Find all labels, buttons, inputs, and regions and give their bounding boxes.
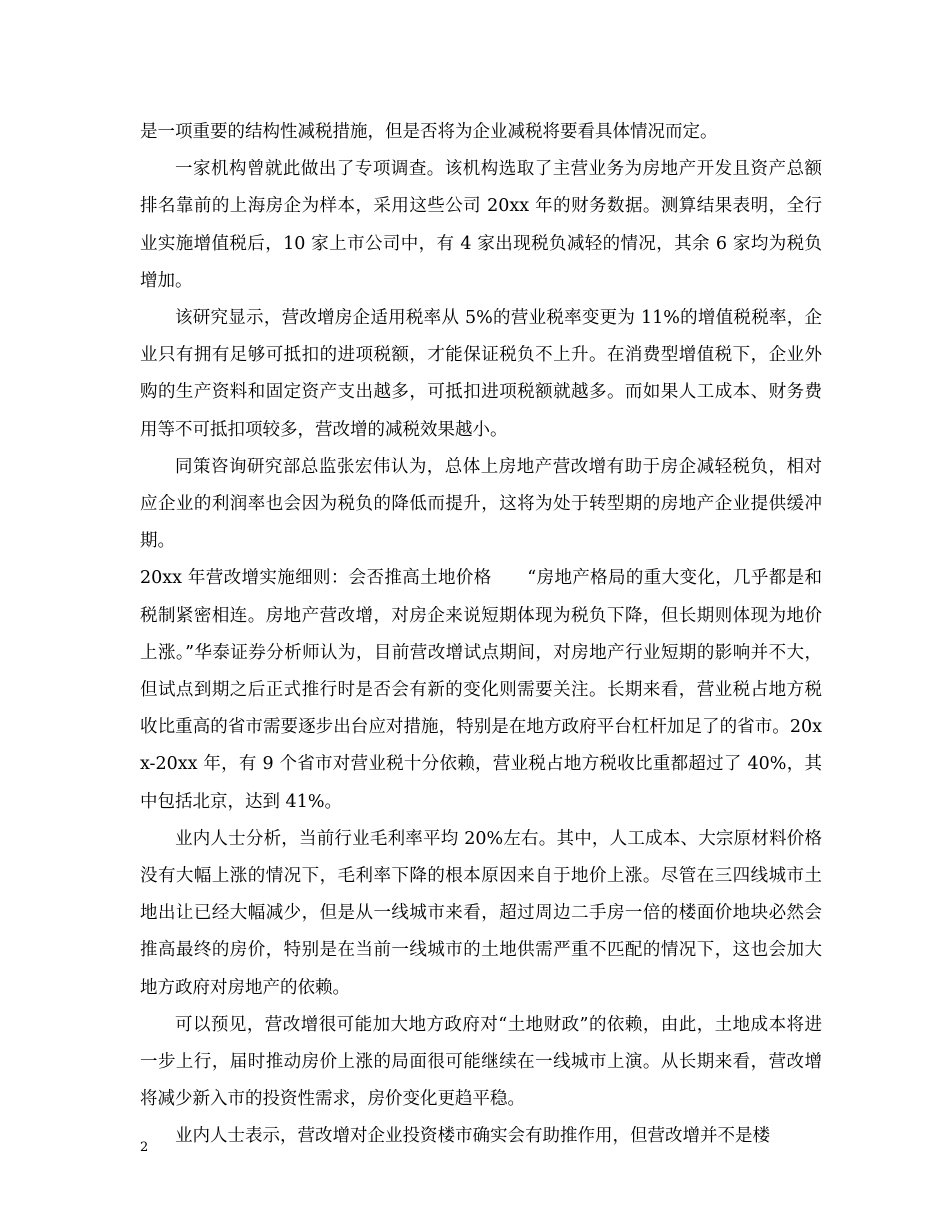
paragraph-5: 20xx 年营改增实施细则：会否推高土地价格 “房地产格局的重大变化，几乎都是和税制紧密相连。房地产营改增，对房企来说短期体现为税负下降，但长期则体现为地价上涨。”华泰证券分析师认为，目前营改增试点期间，对房地产行业短期的影响并不大，但试点到期之后正式推行时是否会有新的变化则需要关注。长期来看，营业税占地方税收比重高的省市需要逐步出台应对措施，特别是在地方政府平台杠杆加足了的省市。20xx-20xx 年，有 9 个省市对营业税十分依赖，营业税占地方税收比重都超过了 40%，其中包括北京，达到 41%。 — [140, 568, 822, 812]
page-number: 2 — [140, 1140, 149, 1155]
paragraph-6: 业内人士分析，当前行业毛利率平均 20%左右。其中，人工成本、大宗原材料价格没有大幅上涨的情况下，毛利率下降的根本原因来自于地价上涨。尽管在三四线城市土地出让已经大幅减少，但是从一线城市来看，超过周边二手房一倍的楼面价地块必然会推高最终的房价，特别是在当前一线城市的土地供需严重不匹配的情况下，这也会加大地方政府对房地产的依赖。 — [140, 828, 822, 998]
paragraph-2: 一家机构曾就此做出了专项调查。该机构选取了主营业务为房地产开发且资产总额排名靠前的上海房企为样本，采用这些公司 20xx 年的财务数据。测算结果表明，全行业实施增值税后，10 家上市公司中，有 4 家出现税负减轻的情况，其余 6 家均为税负增加。 — [140, 159, 822, 291]
paragraph-1: 是一项重要的结构性减税措施，但是否将为企业减税将要看具体情况而定。 — [140, 122, 718, 142]
document-body — [140, 114, 822, 1156]
paragraph-8: 业内人士表示，营改增对企业投资楼市确实会有助推作用，但营改增并不是楼 — [175, 1126, 770, 1147]
paragraph-7: 可以预见，营改增很可能加大地方政府对“土地财政”的依赖，由此，土地成本将进一步上行，届时推动房价上涨的局面很可能继续在一线城市上演。从长期来看，营改增将减少新入市的投资性需求，房价变化更趋平稳。 — [140, 1014, 822, 1110]
paragraph-4: 同策咨询研究部总监张宏伟认为，总体上房地产营改增有助于房企减轻税负，相对应企业的利润率也会因为税负的降低而提升，这将为处于转型期的房地产企业提供缓冲期。 — [140, 456, 822, 552]
paragraph-3: 该研究显示，营改增房企适用税率从 5%的营业税率变更为 11%的增值税税率，企业只有拥有足够可抵扣的进项税额，才能保证税负不上升。在消费型增值税下，企业外购的生产资料和固定资产支出越多，可抵扣进项税额就越多。而如果人工成本、财务费用等不可抵扣项较多，营改增的减税效果越小。 — [140, 308, 822, 440]
